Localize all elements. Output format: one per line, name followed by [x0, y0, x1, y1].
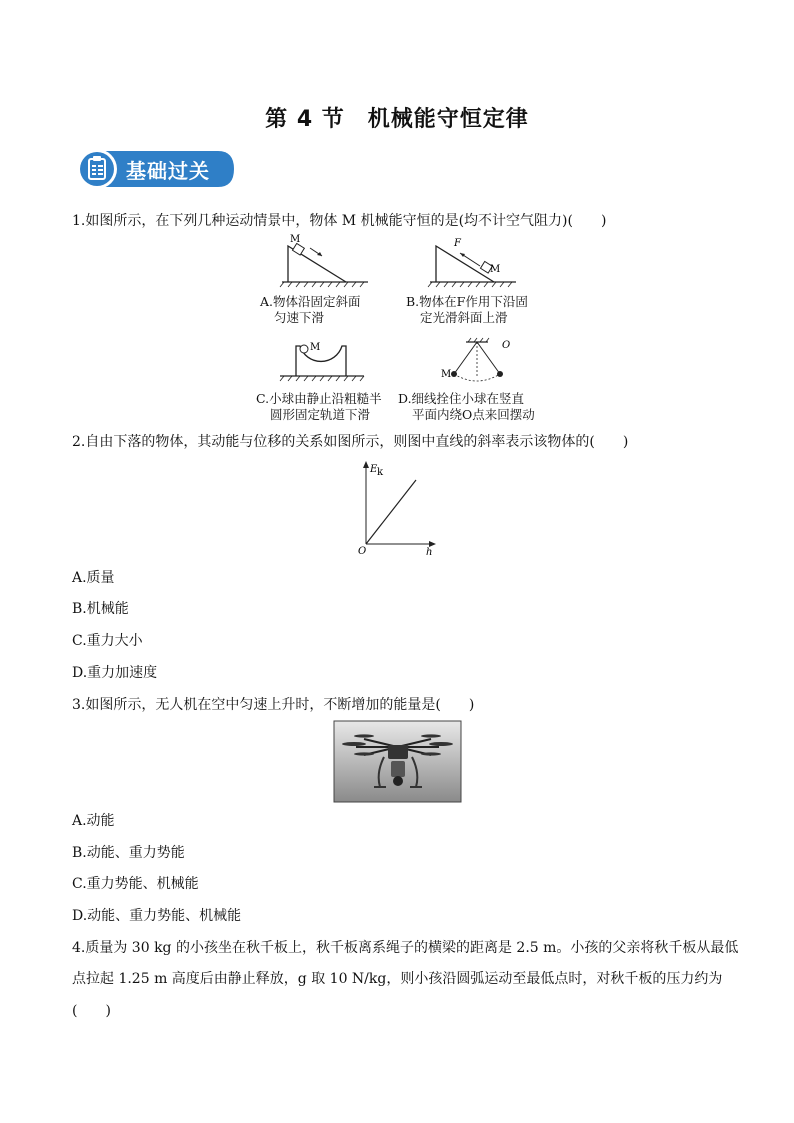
question-4-line-2: 点拉起 1.25 m 高度后由静止释放，g 取 10 N/kg，则小孩沿圆弧运动至最低点时，对秋千板的压力约为 — [72, 971, 723, 987]
origin-label: O — [358, 546, 367, 557]
figure-b-incline — [428, 236, 528, 296]
ek-line — [366, 480, 416, 544]
page-title: 第 4 节 机械能守恒定律 — [265, 107, 529, 132]
question-4-line-1: 4.质量为 30 kg 的小孩坐在秋千板上，秋千板离系绳子的横梁的距离是 2.5 m。小孩的父亲将秋千板从最低 — [72, 940, 739, 956]
drone-photo — [334, 721, 461, 802]
caption-d-line1: D.细线拴住小球在竖直 — [398, 391, 525, 406]
q2-option-b: B.机械能 — [72, 601, 129, 617]
caption-c-line2: 圆形固定轨道下滑 — [270, 407, 371, 422]
x-axis-label: h — [426, 547, 433, 558]
q3-option-d: D.动能、重力势能、机械能 — [72, 908, 242, 924]
ek-h-graph — [356, 460, 446, 556]
q2-option-d: D.重力加速度 — [72, 665, 158, 681]
mass-label: M — [310, 342, 321, 353]
q2-option-a: A.质量 — [72, 570, 115, 586]
caption-a-line2: 匀速下滑 — [274, 310, 325, 325]
caption-a-line1: A.物体沿固定斜面 — [260, 294, 361, 309]
caption-b-line2: 定光滑斜面上滑 — [420, 310, 508, 325]
mass-label: M — [290, 234, 301, 245]
figure-a-incline — [280, 236, 380, 296]
y-axis-arrow-icon — [363, 461, 369, 468]
q3-option-a: A.动能 — [72, 813, 115, 829]
caption-d-line2: 平面内绕O点来回摆动 — [412, 407, 535, 422]
figure-d-pendulum — [436, 338, 526, 388]
figure-c-semicircle-track — [280, 338, 370, 388]
y-axis-subscript: k — [377, 467, 384, 478]
question-2-text: 2.自由下落的物体，其动能与位移的关系如图所示，则图中直线的斜率表示该物体的( ) — [72, 434, 629, 450]
mass-label: M — [441, 369, 452, 380]
pivot-label: O — [502, 340, 511, 351]
mass-label: M — [490, 264, 501, 275]
force-label: F — [454, 238, 461, 249]
q3-option-c: C.重力势能、机械能 — [72, 876, 199, 892]
question-3-text: 3.如图所示，无人机在空中匀速上升时，不断增加的能量是( ) — [72, 697, 475, 713]
question-1-text: 1.如图所示，在下列几种运动情景中，物体 M 机械能守恒的是(均不计空气阻力)( ) — [72, 213, 607, 229]
q3-option-b: B.动能、重力势能 — [72, 845, 185, 861]
caption-c-line1: C.小球由静止沿粗糙半 — [256, 391, 382, 406]
caption-b-line1: B.物体在F作用下沿固 — [406, 294, 528, 309]
section-banner-label: 基础过关 — [126, 159, 210, 183]
question-4-line-3: ( ) — [72, 1003, 111, 1019]
y-axis-label: E — [370, 464, 378, 475]
q2-option-c: C.重力大小 — [72, 633, 143, 649]
